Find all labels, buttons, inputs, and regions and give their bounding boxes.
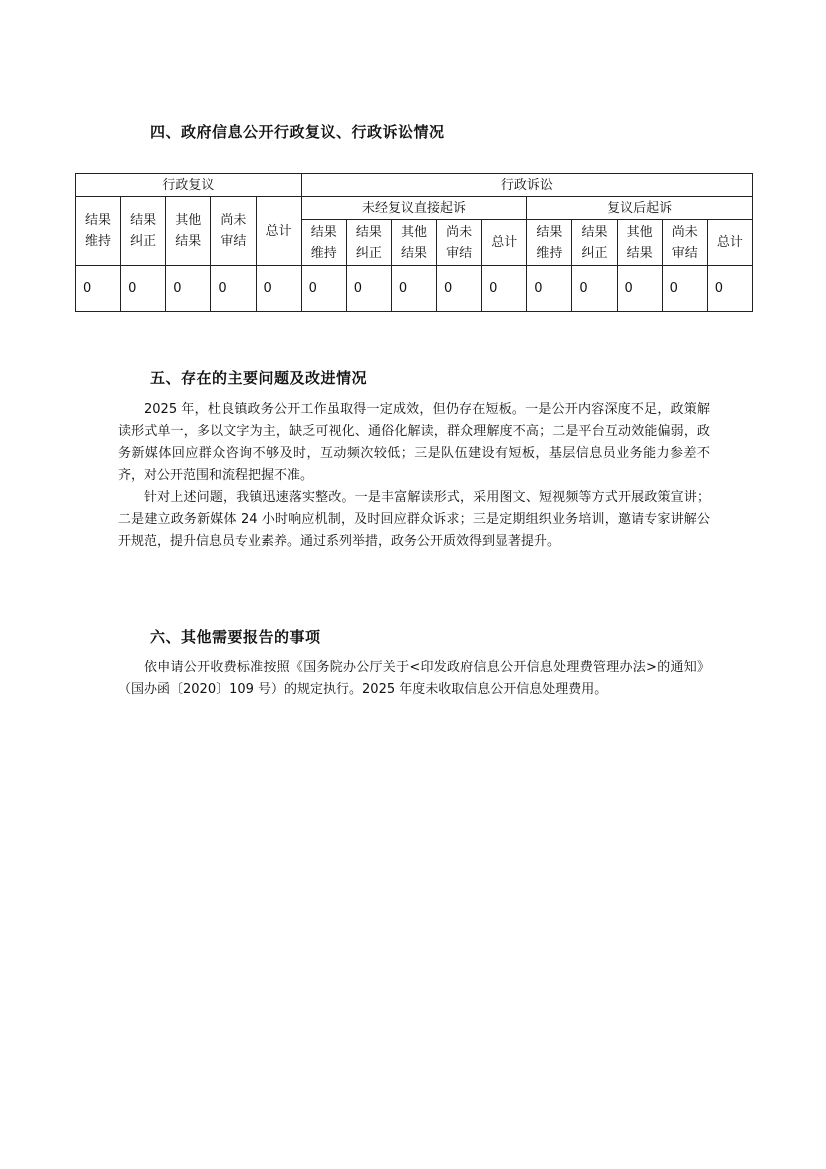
- table-cell: 0: [707, 266, 752, 312]
- table-cell: 0: [76, 266, 121, 312]
- header-direct-other: 其他 结果: [391, 220, 436, 266]
- section-4-heading: 四、政府信息公开行政复议、行政诉讼情况: [150, 123, 445, 141]
- table-cell: 0: [437, 266, 482, 312]
- header-direct-upheld: 结果 维持: [301, 220, 346, 266]
- table-cell: 0: [617, 266, 662, 312]
- table-cell: 0: [527, 266, 572, 312]
- header-direct-corrected: 结果 纠正: [346, 220, 391, 266]
- header-review-corrected: 结果 纠正: [121, 197, 166, 266]
- header-review-upheld: 结果 维持: [76, 197, 121, 266]
- table-cell: 0: [166, 266, 211, 312]
- header-after-upheld: 结果 维持: [527, 220, 572, 266]
- table-cell: 0: [346, 266, 391, 312]
- header-after-pending: 尚未 审结: [662, 220, 707, 266]
- header-admin-litigation: 行政诉讼: [301, 174, 752, 197]
- header-review-total: 总计: [256, 197, 301, 266]
- section-6-paragraph-1: 依申请公开收费标准按照《国务院办公厅关于<印发政府信息公开信息处理费管理办法>的通知》（国办函〔2020〕109 号）的规定执行。2025 年度未收取信息公开信息处理费用。: [118, 660, 710, 697]
- header-direct-suit: 未经复议直接起诉: [301, 197, 527, 220]
- table-cell: 0: [211, 266, 256, 312]
- section-5-paragraph-1: 2025 年，杜良镇政务公开工作虽取得一定成效，但仍存在短板。一是公开内容深度不足，政策解读形式单一，多以文字为主，缺乏可视化、通俗化解读，群众理解度不高；二是平台互动效能偏弱，政务新媒体回应群众咨询不够及时，互动频次较低；三是队伍建设有短板，基层信息员业务能力参差不齐，对公开范围和流程把握不准。: [118, 402, 710, 483]
- header-review-other: 其他 结果: [166, 197, 211, 266]
- section-5-heading: 五、存在的主要问题及改进情况: [150, 369, 368, 387]
- table-cell: 0: [301, 266, 346, 312]
- table-cell: 0: [256, 266, 301, 312]
- section-6-heading: 六、其他需要报告的事项: [150, 628, 321, 646]
- header-direct-total: 总计: [482, 220, 527, 266]
- table-cell: 0: [662, 266, 707, 312]
- section-5-paragraph-2: 针对上述问题，我镇迅速落实整改。一是丰富解读形式，采用图文、短视频等方式开展政策宣讲；二是建立政务新媒体 24 小时响应机制，及时回应群众诉求；三是定期组织业务培训，邀请专家讲解公开规范，提升信息员专业素养。通过系列举措，政务公开质效得到显著提升。: [118, 490, 710, 549]
- table-cell: 0: [482, 266, 527, 312]
- header-after-other: 其他 结果: [617, 220, 662, 266]
- header-review-pending: 尚未 审结: [211, 197, 256, 266]
- table-cell: 0: [121, 266, 166, 312]
- header-after-total: 总计: [707, 220, 752, 266]
- header-direct-pending: 尚未 审结: [437, 220, 482, 266]
- table-cell: 0: [572, 266, 617, 312]
- table-cell: 0: [391, 266, 436, 312]
- header-after-corrected: 结果 纠正: [572, 220, 617, 266]
- header-admin-review: 行政复议: [76, 174, 302, 197]
- header-suit-after-review: 复议后起诉: [527, 197, 753, 220]
- review-litigation-table: [75, 173, 753, 312]
